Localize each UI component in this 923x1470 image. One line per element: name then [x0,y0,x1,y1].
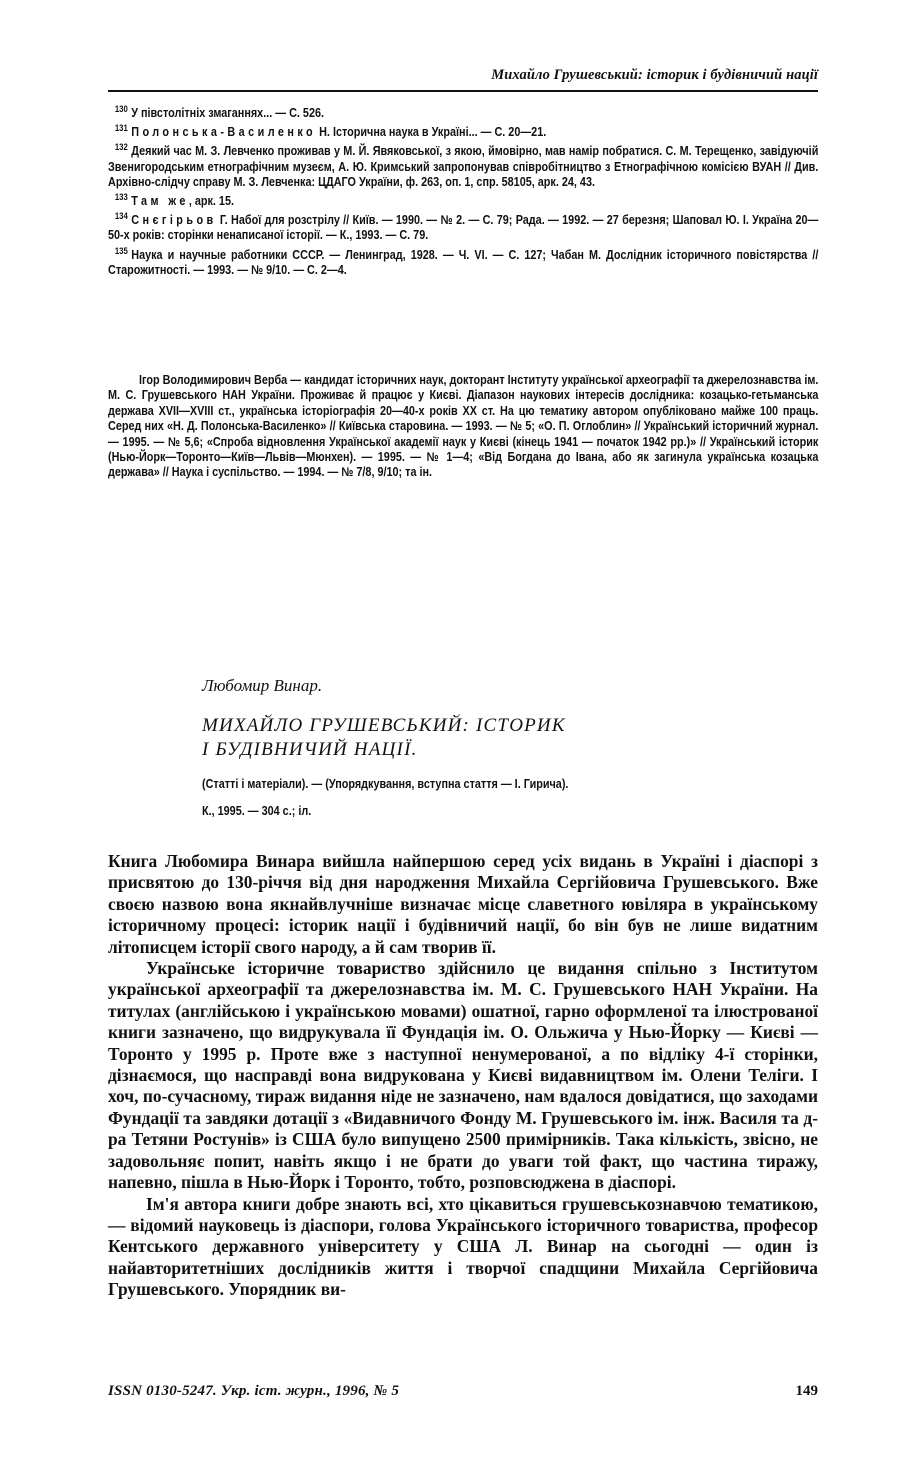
review-body [108,851,818,1301]
review-book-title [202,714,566,762]
footnote-number: 134 [114,211,128,222]
journal-citation: ISSN 0130-5247. Укр. іст. журн., 1996, № 5 [108,1383,400,1399]
author-bio-text: Ігор Володимирович Верба — кандидат історичних наук, докторант Інституту української археографії та джерелознавства ім. М. С. Грушевського НАН України. Проживає й працює у Києві. Діапазон наукових інтересів дослідника: козацько-гетьманська держава XVII—XVIII ст., українська історіографія 20—40-х років XX ст. На цю тематику автором опубліковано майже 100 праць. Серед них «Н. Д. Полонська-Василенко» // Київська старовина. — 1993. — № 5; «О. П. Оглоблин» // Український історичний журнал. — 1995. — № 5,6; «Спроба відновлення Української академії наук у Києві (кінець 1941 — початок 1942 рр.)» // Український історик (Нью-Йорк—Торонто—Київ—Львів—Мюнхен). — 1995. — № 1—4; «Від Богдана до Івана, або як загинула українська козацька держава» // Наука і суспільство. — 1994. — № 7/8, 9/10; та ін. [108,373,819,480]
body-paragraph: Українське історичне товариство здійснило це видання спільно з Інститутом української археографії та джерелознавства ім. М. С. Грушевського НАН України. На титулах (англійською і українською мовами) ошатної, гарно оформленої та ілюстрованої книги зазначено, що видрукувала її Фундація ім. О. Ольжича у Нью-Йорку — Києві — Торонто у 1995 р. Проте вже з наступної ненумерованої, а по відліку 4-ї сторінки, дізнаємося, що насправді вона видрукована у Києві видавництвом ім. Олени Теліги. І хоч, по-сучасному, тираж видання ніде не зазначено, нам вдалося довідатися, що заходами Фундації та завдяки дотації з «Видавничого Фонду М. Грушевського ім. інж. Василя та д-ра Тетяни Ростунів» із США було випущено 2500 примірників. Така кількість, звісно, не задовольняє попит, навіть якщо і не брати до уваги той факт, що частина тиражу, напевно, пішла в Нью-Йорк і Торонто, тобто, розповсюджена в діаспорі. [108,958,818,1193]
running-head: Михайло Грушевський: історик і будівничий нації [491,67,818,83]
page-number: 149 [795,1383,818,1399]
review-title-line: МИХАЙЛО ГРУШЕВСЬКИЙ: ІСТОРИК [202,715,566,736]
footnote-number: 135 [114,245,128,256]
body-paragraph: Ім'я автора книги добре знають всі, хто цікавиться грушевськознавчою тематикою, — відомий науковець із діаспори, голова Українського історичного товариства, професор Кентського державного університету у США Л. Винар на сьогодні — один із найавторитетніших дослідників життя і творчої спадщини Михайла Сергійовича Грушевського. Упорядник ви- [108,1193,818,1300]
footnote-text: Деякий час М. З. Левченко проживав у М. Й. Явяковської, з якою, ймовірно, мав намір побратися. С. М. Терещенко, завідуючій Звенигородським етнографічним музеєм, А. Ю. Кримський запропонував співробітництво з Етнографічною комісією ВУАН // Див. Архівно-слідчу справу М. З. Левченка: ЦДАГО України, ф. 263, оп. 1, спр. 58105, арк. 24, 43. [108,144,819,189]
footnote [108,140,818,190]
footnote [108,121,818,140]
footnote-number: 132 [114,142,128,153]
review-author: Любомир Винар. [202,676,323,695]
footnote [108,209,818,243]
review-meta-description: (Статті і матеріали). — (Упорядкування, вступна стаття — І. Гирича). [202,777,569,791]
header-rule [108,90,818,92]
footnote-number: 131 [114,123,128,134]
footnote-text: У півстолітніх змаганнях... — С. 526. [131,106,325,120]
footnote [108,244,818,278]
footnote-text: Н. Історична наука в Україні... — С. 20—21. [316,125,547,140]
footnote-spaced-author: Там же [131,194,189,209]
review-meta-imprint: К., 1995. — 304 с.; іл. [202,804,312,818]
footnote [108,190,818,209]
footnote-spaced-author: Снєгірьов [131,213,217,228]
footnote-text: Г. Набої для розстрілу // Київ. — 1990. — № 2. — С. 79; Рада. — 1992. — 27 березня; Шаповал Ю. І. Україна 20—50-х років: сторінки ненаписаної історії. — К., 1993. — С. 79. [108,213,819,243]
author-bio [108,373,818,481]
footnote-text: , арк. 15. [188,194,235,209]
body-paragraph: Книга Любомира Винара вийшла найпершою серед усіх видань в Україні і діаспорі з присвятою до 130-річчя від дня народження Михайла Сергійовича Грушевського. Вже своєю назвою вона якнайвлучніше визначає місце славетного ювіляра в українському історичному процесі: історик нації і будівничий нації, бо він був не лише видатним літописцем історії свого народу, а й сам творив її. [108,851,818,957]
footnote [108,102,818,121]
review-title-line: І БУДІВНИЧИЙ НАЦІЇ. [202,739,418,760]
footnote-number: 130 [114,104,128,114]
footnote-number: 133 [114,192,128,203]
footnote-spaced-author: Полонська-Василенко [131,125,317,140]
footnote-text: Наука и научные работники СССР. — Ленинград, 1928. — Ч. VI. — С. 127; Чабан М. Дослідник історичного повістярства // Старожитності. — 1993. — № 9/10. — С. 2—4. [108,247,819,277]
footnotes [108,102,818,278]
